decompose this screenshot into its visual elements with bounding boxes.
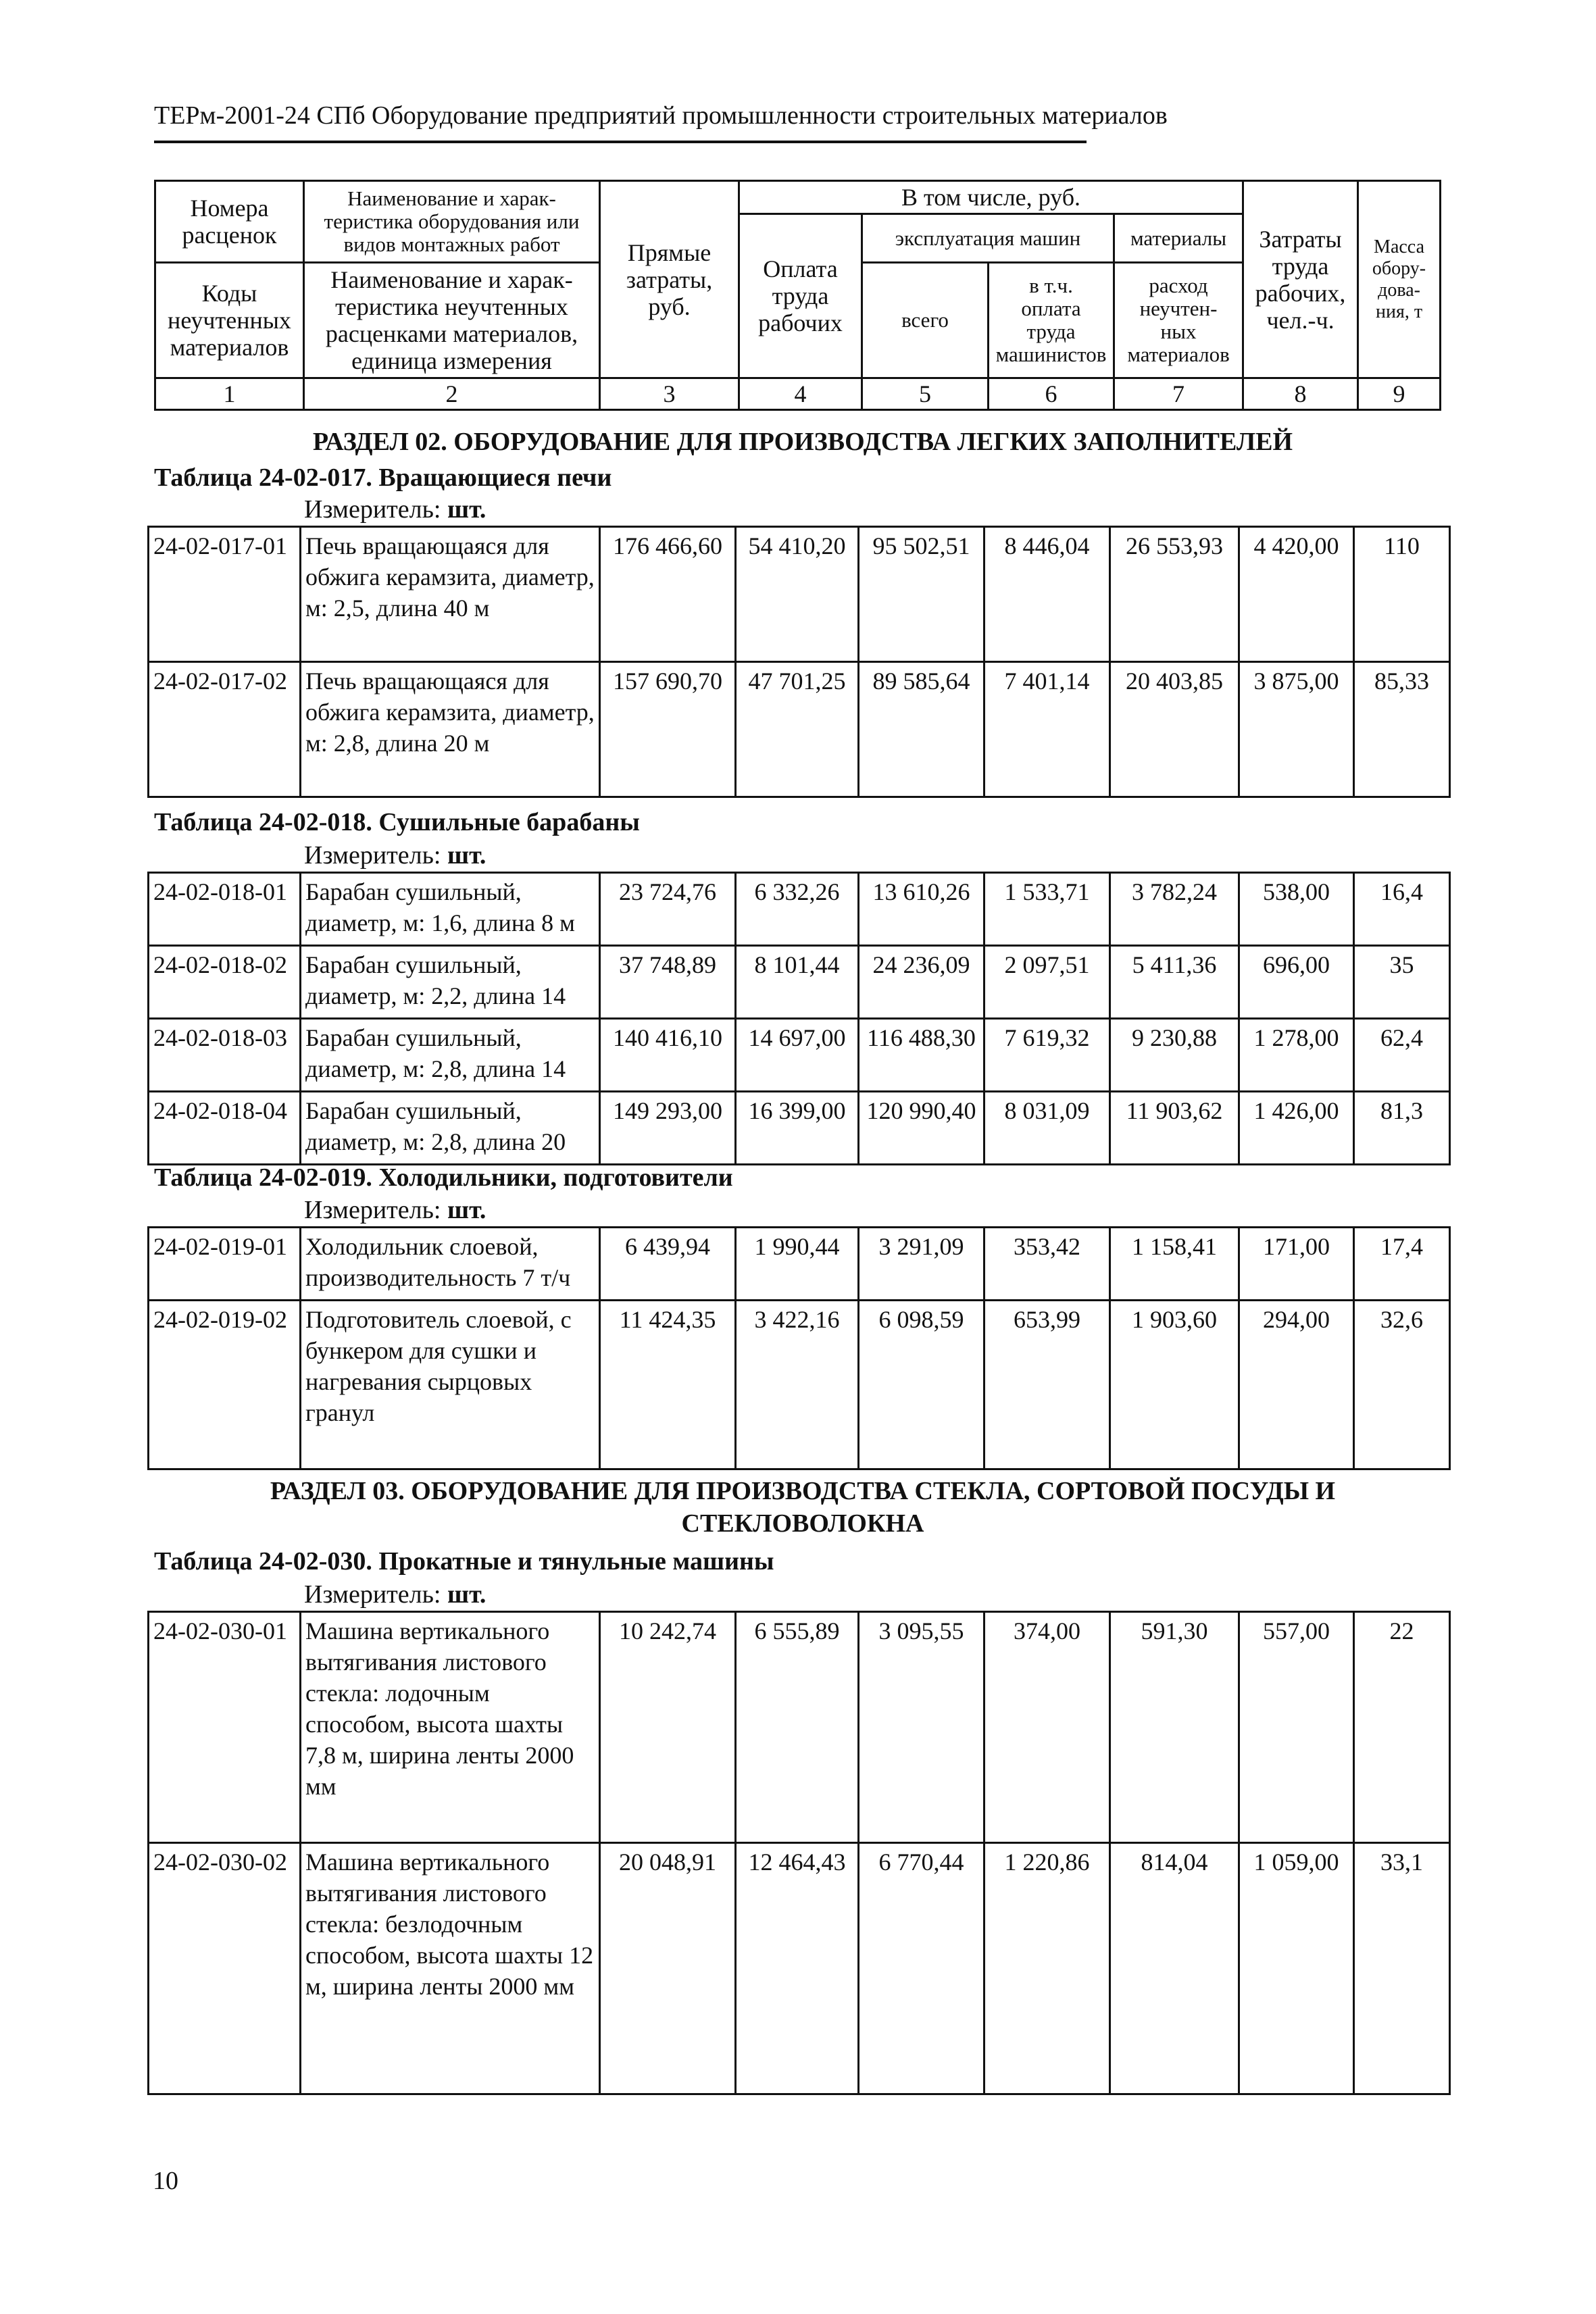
materials-cost: 9 230,88 [1110,1019,1239,1092]
worker-pay: 47 701,25 [736,662,859,797]
table-row [149,1228,1450,1301]
equipment-mass: 62,4 [1354,1019,1450,1092]
column-header-table [154,180,1441,411]
rates-table-030 [147,1611,1451,2095]
rate-code: 24-02-018-04 [149,1092,301,1165]
machinist-pay: 1 533,71 [984,873,1110,946]
table-title: Таблица 24-02-018. Сушильные барабаны [154,808,640,836]
rate-code: 24-02-017-02 [149,662,301,797]
machinist-pay: 2 097,51 [984,946,1110,1019]
materials-cost: 3 782,24 [1110,873,1239,946]
rate-code: 24-02-018-03 [149,1019,301,1092]
machines-total: 120 990,40 [859,1092,984,1165]
machines-total: 3 291,09 [859,1228,984,1301]
rates-table-018 [147,872,1451,1165]
header-machine-operation: эксплуатация машин [862,214,1114,263]
column-number: 2 [304,378,600,410]
labor-hours: 1 278,00 [1239,1019,1354,1092]
equipment-mass: 110 [1354,527,1450,662]
machines-total: 24 236,09 [859,946,984,1019]
table-row [149,946,1450,1019]
materials-cost: 5 411,36 [1110,946,1239,1019]
direct-costs: 140 416,10 [600,1019,736,1092]
table-row [149,1019,1450,1092]
labor-hours: 4 420,00 [1239,527,1354,662]
header-material-consumption: расход неучтен- ных материалов [1114,263,1243,378]
worker-pay: 12 464,43 [736,1843,859,2094]
column-number: 4 [739,378,862,410]
equipment-mass: 32,6 [1354,1301,1450,1469]
labor-hours: 1 059,00 [1239,1843,1354,2094]
machines-total: 116 488,30 [859,1019,984,1092]
header-rate-numbers: Номера расценок [155,181,304,263]
materials-cost: 1 903,60 [1110,1301,1239,1469]
labor-hours: 696,00 [1239,946,1354,1019]
rate-code: 24-02-030-01 [149,1612,301,1843]
section-heading: РАЗДЕЛ 02. ОБОРУДОВАНИЕ ДЛЯ ПРОИЗВОДСТВА ЛЕГКИХ ЗАПОЛНИТЕЛЕЙ [312,428,1293,456]
equipment-mass: 81,3 [1354,1092,1450,1165]
rate-name: Машина вертикального вытягивания листового стекла: лодочным способом, высота шахты 7,8 м, ширина ленты 2000 мм [301,1612,600,1843]
unit-of-measure: Измеритель: шт. [304,495,487,524]
rate-name: Барабан сушильный, диаметр, м: 2,8, длина 20 [301,1092,600,1165]
rate-name: Барабан сушильный, диаметр, м: 2,2, длина 14 [301,946,600,1019]
equipment-mass: 85,33 [1354,662,1450,797]
column-number: 1 [155,378,304,410]
machinist-pay: 353,42 [984,1228,1110,1301]
worker-pay: 8 101,44 [736,946,859,1019]
materials-cost: 26 553,93 [1110,527,1239,662]
header-machines-total: всего [862,263,989,378]
unit-of-measure: Измеритель: шт. [304,841,487,870]
machines-total: 3 095,55 [859,1612,984,1843]
column-number: 9 [1358,378,1441,410]
header-equipment-mass: Масса обору- дова- ния, т [1358,181,1441,378]
rate-code: 24-02-017-01 [149,527,301,662]
direct-costs: 10 242,74 [600,1612,736,1843]
machinist-pay: 374,00 [984,1612,1110,1843]
direct-costs: 23 724,76 [600,873,736,946]
header-including-group: В том числе, руб. [739,181,1243,214]
direct-costs: 176 466,60 [600,527,736,662]
worker-pay: 3 422,16 [736,1301,859,1469]
header-name-materials: Наименование и харак- теристика неучтенных расценками материалов, единица измерения [304,263,600,378]
rate-name: Подготовитель слоевой, с бункером для сушки и нагревания сырцовых гранул [301,1301,600,1469]
rate-code: 24-02-030-02 [149,1843,301,2094]
rate-code: 24-02-018-01 [149,873,301,946]
machinist-pay: 8 446,04 [984,527,1110,662]
equipment-mass: 35 [1354,946,1450,1019]
header-machinist-pay: в т.ч. оплата труда машинистов [989,263,1114,378]
worker-pay: 6 332,26 [736,873,859,946]
table-title: Таблица 24-02-019. Холодильники, подготовители [154,1163,733,1192]
direct-costs: 6 439,94 [600,1228,736,1301]
table-row [149,1301,1450,1469]
labor-hours: 294,00 [1239,1301,1354,1469]
header-rule [154,141,1087,143]
unit-of-measure: Измеритель: шт. [304,1580,487,1609]
column-number: 8 [1243,378,1358,410]
machines-total: 89 585,64 [859,662,984,797]
labor-hours: 538,00 [1239,873,1354,946]
header-name-equipment: Наименование и харак- теристика оборудования или видов монтажных работ [304,181,600,263]
machines-total: 95 502,51 [859,527,984,662]
header-direct-costs: Прямые затраты, руб. [600,181,739,378]
machines-total: 6 098,59 [859,1301,984,1469]
table-title: Таблица 24-02-030. Прокатные и тянульные машины [154,1547,774,1576]
unit-of-measure: Измеритель: шт. [304,1196,487,1224]
rate-name: Барабан сушильный, диаметр, м: 1,6, длина 8 м [301,873,600,946]
table-row [149,1092,1450,1165]
table-row [149,527,1450,662]
machinist-pay: 8 031,09 [984,1092,1110,1165]
direct-costs: 149 293,00 [600,1092,736,1165]
rate-name: Барабан сушильный, диаметр, м: 2,8, длина 14 [301,1019,600,1092]
header-materials: материалы [1114,214,1243,263]
direct-costs: 20 048,91 [600,1843,736,2094]
materials-cost: 11 903,62 [1110,1092,1239,1165]
table-title: Таблица 24-02-017. Вращающиеся печи [154,463,612,492]
rate-name: Машина вертикального вытягивания листового стекла: безлодочным способом, высота шахты 12 м, ширина ленты 2000 мм [301,1843,600,2094]
worker-pay: 1 990,44 [736,1228,859,1301]
worker-pay: 54 410,20 [736,527,859,662]
rate-code: 24-02-019-02 [149,1301,301,1469]
materials-cost: 814,04 [1110,1843,1239,2094]
materials-cost: 1 158,41 [1110,1228,1239,1301]
table-row [149,1843,1450,2094]
equipment-mass: 22 [1354,1612,1450,1843]
machines-total: 6 770,44 [859,1843,984,2094]
machinist-pay: 7 619,32 [984,1019,1110,1092]
rates-table-017 [147,526,1451,798]
equipment-mass: 16,4 [1354,873,1450,946]
header-labor-hours: Затраты труда рабочих, чел.-ч. [1243,181,1358,378]
rate-name: Печь вращающаяся для обжига керамзита, диаметр, м: 2,8, длина 20 м [301,662,600,797]
rates-table-019 [147,1226,1451,1470]
table-row [149,873,1450,946]
labor-hours: 3 875,00 [1239,662,1354,797]
machinist-pay: 7 401,14 [984,662,1110,797]
labor-hours: 1 426,00 [1239,1092,1354,1165]
machinist-pay: 653,99 [984,1301,1110,1469]
worker-pay: 14 697,00 [736,1019,859,1092]
worker-pay: 6 555,89 [736,1612,859,1843]
direct-costs: 37 748,89 [600,946,736,1019]
header-unaccounted-codes: Коды неучтенных материалов [155,263,304,378]
rate-name: Холодильник слоевой, производительность 7 т/ч [301,1228,600,1301]
page-header: ТЕРм-2001-24 СПб Оборудование предприятий промышленности строительных материалов [154,101,1168,130]
worker-pay: 16 399,00 [736,1092,859,1165]
equipment-mass: 17,4 [1354,1228,1450,1301]
machinist-pay: 1 220,86 [984,1843,1110,2094]
page-number: 10 [153,2167,178,2195]
labor-hours: 557,00 [1239,1612,1354,1843]
rate-code: 24-02-019-01 [149,1228,301,1301]
table-row [149,1612,1450,1843]
column-number: 5 [862,378,989,410]
table-row [149,662,1450,797]
materials-cost: 591,30 [1110,1612,1239,1843]
machines-total: 13 610,26 [859,873,984,946]
column-number: 6 [989,378,1114,410]
column-number: 7 [1114,378,1243,410]
rate-code: 24-02-018-02 [149,946,301,1019]
column-number: 3 [600,378,739,410]
section-heading: РАЗДЕЛ 03. ОБОРУДОВАНИЕ ДЛЯ ПРОИЗВОДСТВА СТЕКЛА, СОРТОВОЙ ПОСУДЫ И СТЕКЛОВОЛОКНА [270,1477,1336,1538]
labor-hours: 171,00 [1239,1228,1354,1301]
direct-costs: 11 424,35 [600,1301,736,1469]
equipment-mass: 33,1 [1354,1843,1450,2094]
materials-cost: 20 403,85 [1110,662,1239,797]
header-worker-pay: Оплата труда рабочих [739,214,862,378]
rate-name: Печь вращающаяся для обжига керамзита, диаметр, м: 2,5, длина 40 м [301,527,600,662]
direct-costs: 157 690,70 [600,662,736,797]
